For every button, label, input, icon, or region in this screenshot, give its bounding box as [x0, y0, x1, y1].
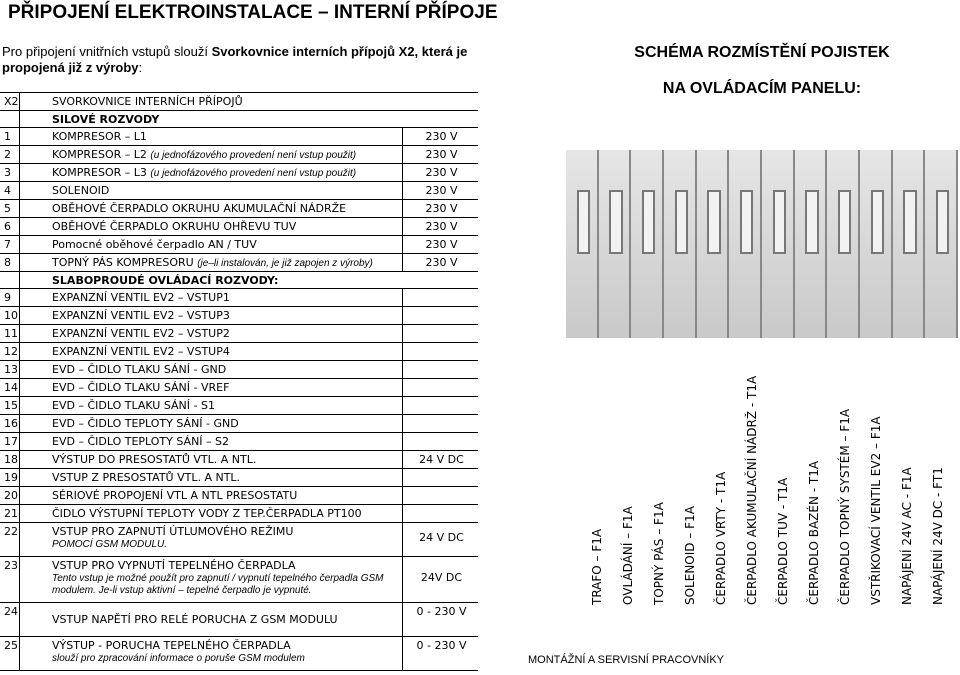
intro-text — [2, 44, 472, 76]
section-title: SILOVÉ ROZVODY — [52, 113, 160, 126]
row-label-text: Pomocné oběhové čerpadlo AN / TUV — [52, 238, 257, 251]
row-label-text: EXPANZNÍ VENTIL EV2 – VSTUP4 — [52, 345, 230, 358]
row-label-text: VSTUP Z PRESOSTATŮ VTL. A NTL. — [52, 471, 241, 484]
section-num — [0, 111, 20, 127]
intro-suffix: : — [138, 60, 143, 75]
row-value — [403, 379, 478, 396]
rows-slaboproude — [0, 289, 478, 523]
row-label-text: EXPANZNÍ VENTIL EV2 – VSTUP2 — [52, 327, 230, 340]
table-row — [0, 236, 478, 254]
row-label — [20, 254, 403, 271]
fuse-module — [697, 150, 730, 338]
row-label — [20, 415, 403, 432]
header-num: X2 — [0, 93, 20, 110]
row-value — [403, 361, 478, 378]
table-row — [0, 523, 478, 557]
row-label — [20, 379, 403, 396]
row-value: 230 V — [425, 256, 458, 269]
row-num: 19 — [0, 469, 20, 486]
row-num: 21 — [0, 505, 20, 522]
row-value: 230 V — [425, 202, 458, 215]
row-label-text: VSTUP PRO VYPNUTÍ TEPELNÉHO ČERPADLA — [52, 559, 296, 572]
row-num: 7 — [0, 236, 20, 253]
row-value: 24 V DC — [419, 453, 464, 466]
fuse-label — [650, 345, 672, 605]
row-value: 0 - 230 V — [416, 605, 467, 618]
row-note: (u jednofázového provedení není vstup použit) — [150, 168, 357, 179]
table-row — [0, 325, 478, 343]
row-value — [403, 397, 478, 414]
fuse-label — [929, 345, 951, 605]
row-num: 12 — [0, 343, 20, 360]
fuse-module — [566, 150, 599, 338]
table-row — [0, 289, 478, 307]
row-value — [403, 469, 478, 486]
row-label-text: VÝSTUP - PORUCHA TEPELNÉHO ČERPADLA — [52, 639, 291, 652]
table-row — [0, 361, 478, 379]
rows-silove — [0, 128, 478, 272]
row-num: 5 — [0, 200, 20, 217]
table-row — [0, 469, 478, 487]
fuse-label-text: TRAFO – F1A — [590, 528, 604, 605]
row-note: (u jednofázového provedení není vstup použit) — [150, 150, 357, 161]
row-label — [20, 307, 403, 324]
fuse-label-text: NAPÁJENÍ 24V DC - FT1 — [931, 467, 945, 605]
row-label — [20, 146, 403, 163]
table-row — [0, 603, 478, 637]
row-sub: slouží pro zpracování informace o poruše GSM modulem — [52, 653, 305, 664]
header-label: SVORKOVNICE INTERNÍCH PŘÍPOJŮ — [52, 95, 243, 108]
row-label — [20, 637, 403, 670]
fuse-label — [867, 345, 889, 605]
footer-note: MONTÁŽNÍ A SERVISNÍ PRACOVNÍKY — [528, 654, 725, 666]
row-label — [20, 164, 403, 181]
row-value — [403, 505, 478, 522]
table-row — [0, 415, 478, 433]
table-row — [0, 146, 478, 164]
row-num: 13 — [0, 361, 20, 378]
row-label — [20, 433, 403, 450]
row-value: 0 - 230 V — [416, 639, 467, 652]
row-num: 22 — [0, 523, 20, 556]
section-row — [0, 272, 478, 289]
row-label — [20, 343, 403, 360]
row-label-text: VÝSTUP DO PRESOSTATŮ VTL. A NTL. — [52, 453, 257, 466]
row-num: 14 — [0, 379, 20, 396]
row-label — [20, 325, 403, 342]
fuse-label — [743, 345, 765, 605]
row-num: 8 — [0, 254, 20, 271]
row-label — [20, 451, 403, 468]
row-value: 24V DC — [420, 571, 463, 584]
fuse-label — [588, 345, 610, 605]
fuse-panel-photo — [566, 150, 958, 338]
intro-bold: Svorkovnice interních přípojů X2, která je propojená již z výroby — [2, 44, 468, 75]
row-label-text: KOMPRESOR – L3 — [52, 166, 147, 179]
fuse-label-text: ČERPADLO TUV - T1A — [776, 477, 790, 605]
table-row — [0, 397, 478, 415]
row-num: 17 — [0, 433, 20, 450]
row-label — [20, 397, 403, 414]
fuse-module — [795, 150, 828, 338]
table-header-row — [0, 93, 478, 111]
fuse-module — [893, 150, 926, 338]
row-num: 1 — [0, 128, 20, 145]
row-sub: Tento vstup je možné použít pro zapnutí / vypnutí tepelného čerpadla GSM modulem. Je-li vstup aktivní – tepelné čerpadlo je vypnuté. — [52, 573, 384, 596]
table-row — [0, 505, 478, 523]
row-value: 230 V — [425, 184, 458, 197]
fuse-module — [729, 150, 762, 338]
row-value — [403, 487, 478, 504]
fuse-module — [664, 150, 697, 338]
row-label-text: KOMPRESOR – L1 — [52, 130, 147, 143]
table-row — [0, 433, 478, 451]
row-num: 18 — [0, 451, 20, 468]
row-value: 230 V — [425, 166, 458, 179]
page-title: PŘIPOJENÍ ELEKTROINSTALACE – INTERNÍ PŘÍPOJE — [8, 2, 498, 23]
schema-subtitle: NA OVLÁDACÍM PANELU: — [662, 80, 862, 97]
table-row — [0, 379, 478, 397]
row-label-text: EVD – ČIDLO TEPLOTY SÁNÍ – S2 — [52, 435, 230, 448]
row-num: 10 — [0, 307, 20, 324]
table-row — [0, 451, 478, 469]
row-label-text: SOLENOID — [52, 184, 110, 197]
row-num: 24 — [0, 603, 20, 636]
fuse-label-text: ČERPADLO AKUMULAČNÍ NÁDRŽ - T1A — [745, 375, 759, 605]
table-row — [0, 164, 478, 182]
row-num: 11 — [0, 325, 20, 342]
fuse-label-text: ČERPADLO BAZÉN - T1A — [807, 460, 821, 605]
row-value: 24 V DC — [419, 531, 464, 544]
row-value: 230 V — [425, 220, 458, 233]
table-row — [0, 307, 478, 325]
row-note: (je–li instalován, je již zapojen z výroby) — [197, 258, 373, 269]
row-label — [20, 469, 403, 486]
fuse-module — [827, 150, 860, 338]
row-label-text: ČIDLO VÝSTUPNÍ TEPLOTY VODY Z TEP.ČERPADLA PT100 — [52, 507, 362, 520]
row-value — [403, 415, 478, 432]
table-row — [0, 254, 478, 272]
row-sub: POMOCÍ GSM MODULU. — [52, 539, 168, 550]
table-row — [0, 128, 478, 146]
row-num: 20 — [0, 487, 20, 504]
row-num: 4 — [0, 182, 20, 199]
table-row — [0, 218, 478, 236]
fuse-label — [805, 345, 827, 605]
row-label — [20, 218, 403, 235]
row-value: 230 V — [425, 238, 458, 251]
table-row — [0, 343, 478, 361]
row-label — [20, 289, 403, 306]
terminal-table — [0, 92, 478, 671]
fuse-module — [631, 150, 664, 338]
row-value — [403, 325, 478, 342]
row-num: 25 — [0, 637, 20, 670]
row-label: VSTUP NAPĚTÍ PRO RELÉ PORUCHA Z GSM MODULU — [20, 603, 403, 636]
row-label — [20, 128, 403, 145]
fuse-module — [599, 150, 632, 338]
row-label-text: EVD – ČIDLO TLAKU SÁNÍ - VREF — [52, 381, 230, 394]
row-label-text: TOPNÝ PÁS KOMPRESORU — [52, 256, 194, 269]
row-label-text: OBĚHOVÉ ČERPADLO OKRUHU OHŘEVU TUV — [52, 220, 297, 233]
row-label — [20, 487, 403, 504]
fuse-label-text: VSTŘIKOVACÍ VENTIL EV2 – F1A — [869, 416, 883, 605]
row-label-text: SÉRIOVÉ PROPOJENÍ VTL A NTL PRESOSTATU — [52, 489, 298, 502]
table-row — [0, 182, 478, 200]
row-label — [20, 505, 403, 522]
schema-title: SCHÉMA ROZMÍSTĚNÍ POJISTEK — [634, 44, 890, 61]
row-label — [20, 361, 403, 378]
row-num: 9 — [0, 289, 20, 306]
fuse-label — [712, 345, 734, 605]
row-value: 230 V — [425, 148, 458, 161]
row-label-text: EXPANZNÍ VENTIL EV2 – VSTUP1 — [52, 291, 230, 304]
row-value — [403, 307, 478, 324]
fuse-label — [681, 345, 703, 605]
row-label — [20, 182, 403, 199]
row-num: 2 — [0, 146, 20, 163]
row-num: 15 — [0, 397, 20, 414]
table-row — [0, 200, 478, 218]
fuse-module — [925, 150, 958, 338]
row-label — [20, 557, 403, 602]
table-row — [0, 487, 478, 505]
row-label-text: VSTUP PRO ZAPNUTÍ ÚTLUMOVÉHO REŽIMU — [52, 525, 294, 538]
section-title: SLABOPROUDÉ OVLÁDACÍ ROZVODY: — [52, 274, 279, 287]
table-row — [0, 637, 478, 671]
section-row — [0, 111, 478, 128]
row-label-text: OBĚHOVÉ ČERPADLO OKRUHU AKUMULAČNÍ NÁDRŽE — [52, 202, 347, 215]
row-label-text: EVD – ČIDLO TEPLOTY SÁNÍ - GND — [52, 417, 239, 430]
fuse-label — [898, 345, 920, 605]
row-value — [403, 433, 478, 450]
row-label-text: EVD – ČIDLO TLAKU SÁNÍ - GND — [52, 363, 227, 376]
fuse-label — [836, 345, 858, 605]
row-label — [20, 236, 403, 253]
fuse-label-text: SOLENOID – F1A — [683, 506, 697, 605]
row-label-text: EVD – ČIDLO TLAKU SÁNÍ - S1 — [52, 399, 215, 412]
fuse-label-text: ČERPADLO VRTY - T1A — [714, 471, 728, 605]
row-label — [20, 523, 403, 556]
row-num: 23 — [0, 557, 20, 602]
row-value — [403, 289, 478, 306]
fuse-label-text: OVLÁDÁNÍ – F1A — [621, 506, 635, 605]
row-value — [403, 343, 478, 360]
fuse-label-text: ČERPADLO TOPNÝ SYSTÉM – F1A — [838, 408, 852, 605]
row-num: 6 — [0, 218, 20, 235]
fuse-label — [774, 345, 796, 605]
fuse-label-text: NAPÁJENÍ 24V AC - F1A — [900, 467, 914, 605]
row-num: 16 — [0, 415, 20, 432]
row-value: 230 V — [425, 130, 458, 143]
row-num: 3 — [0, 164, 20, 181]
row-label-text: KOMPRESOR – L2 — [52, 148, 147, 161]
intro-prefix: Pro připojení vnitřních vstupů slouží — [2, 44, 212, 59]
row-label — [20, 200, 403, 217]
fuse-module — [762, 150, 795, 338]
row-label-text: EXPANZNÍ VENTIL EV2 – VSTUP3 — [52, 309, 230, 322]
fuse-label-text: TOPNÝ PÁS – F1A — [652, 502, 666, 605]
fuse-label — [619, 345, 641, 605]
section-num — [0, 272, 20, 288]
table-row — [0, 557, 478, 603]
fuse-module — [860, 150, 893, 338]
